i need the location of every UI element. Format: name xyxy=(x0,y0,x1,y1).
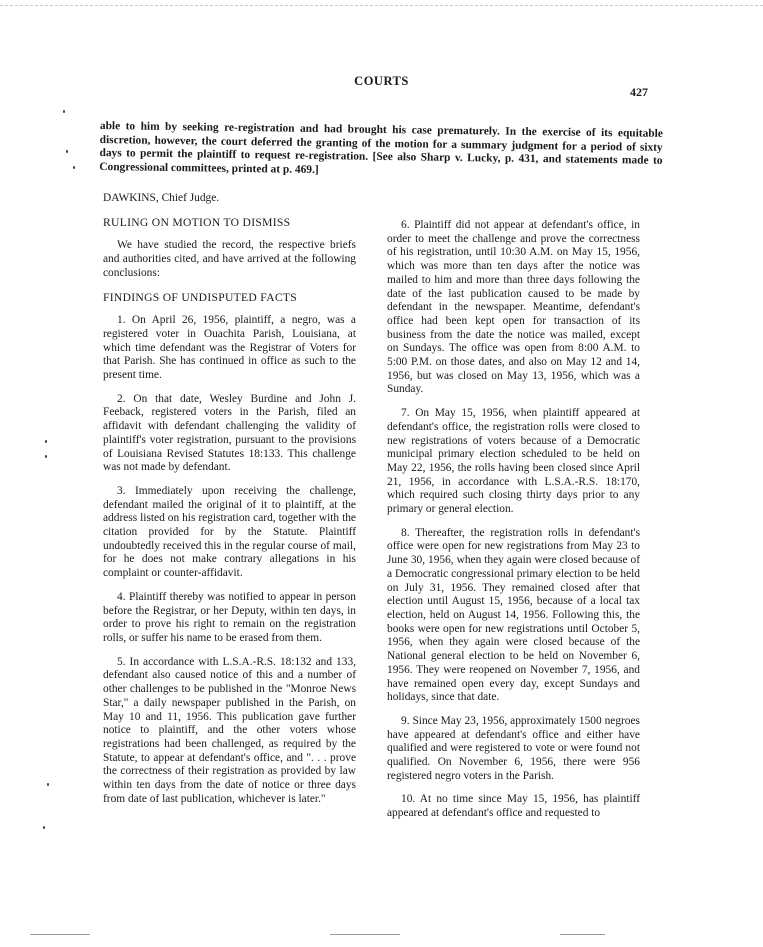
finding-paragraph: 2. On that date, Wesley Burdine and John J. Feeback, registered voters in the Parish, filed an affidavit with defendant challenging the validity of plaintiff's voter registration, pursuant to the provisions of Louisiana Revised Statutes 18:133. This challenge was not made by defendant. xyxy=(103,392,356,474)
finding-paragraph: 10. At no time since May 15, 1956, has plaintiff appeared at defendant's office and requested to xyxy=(387,793,640,820)
finding-paragraph: 5. In accordance with L.S.A.-R.S. 18:132 and 133, defendant also caused notice of this and a number of other challenges to be published in the "Monroe News Star," a daily newspaper published in the Parish, on May 10 and 11, 1956. This publication gave further notice to plaintiff, and the other voters whose registrations had been challenged, as required by the Statute, to appear at defendant's office, and ". . . prove the correctness of their registration as provided by law within ten days from the date of notice or three days from date of last publication, whichever is later." xyxy=(103,655,356,805)
intro-paragraph: We have studied the record, the respective briefs and authorities cited, and have arrived at the following conclusions: xyxy=(103,239,356,279)
finding-paragraph: 7. On May 15, 1956, when plaintiff appeared at defendant's office, the registration rolls were closed to new registrations of voters because of a Democratic municipal primary election scheduled to be held on May 22, 1956, the rolls having been closed since April 21, 1956, in accordance with L.S.A.-R.S. 18:170, which required such closing thirty days prior to any primary or general election. xyxy=(387,407,640,516)
page-top-edge xyxy=(0,5,763,6)
finding-paragraph: 1. On April 26, 1956, plaintiff, a negro, was a registered voter in Ouachita Parish, Louisiana, at which time defendant was the Registrar of Voters for that Parish. She has continued in office as such to the present time. xyxy=(103,314,356,382)
scan-speck xyxy=(45,455,47,458)
page-number: 427 xyxy=(630,85,648,99)
finding-paragraph: 8. Thereafter, the registration rolls in defendant's office were open for new registrations from May 23 to June 30, 1956, when they again were closed because of a Democratic congressional primary election to be held on July 31, 1956. They remained closed after that election until August 15, 1956, because of a local tax election, held on August 14, 1956. Following this, the books were open for new registrations until October 5, 1956, when they again were closed because of the National general election to be held on November 6, 1956. They were reopened on November 7, 1956, and have remained open every day, except Sundays and holidays, since that date. xyxy=(387,526,640,704)
right-column xyxy=(387,219,640,831)
scan-speck xyxy=(66,150,68,153)
finding-paragraph: 9. Since May 23, 1956, approximately 1500 negroes have appeared at defendant's office and either have qualified and were registered to vote or were found not qualified. On November 6, 1956, there were 956 registered negro voters in the Parish. xyxy=(387,714,640,782)
scan-speck xyxy=(43,826,45,829)
headnote-text: able to him by seeking re-registration and had brought his case prematurely. In the exercise of its equitable discretion, however, the court deferred the granting of the motion for a summary judgment for a period of sixty days to permit the plaintiff to request re-registration. [See also Sharp v. Lucky, p. 431, and statements made to Congressional committees, printed at p. 469.] xyxy=(99,120,663,176)
finding-paragraph: 3. Immediately upon receiving the challenge, defendant mailed the original of it to plaintiff, at the address listed on his registration card, together with the citation provided for by the Statute. Plaintiff undoubtedly received this in the regular course of mail, for he does not make contrary allegations in his complaint or counter-affidavit. xyxy=(103,484,356,580)
finding-paragraph: 6. Plaintiff did not appear at defendant's office, in order to meet the challenge and prove the correctness of his registration, until 10:30 A.M. on May 15, 1956, which was more than ten days after the notice was mailed to him and more than three days following the date of the last publication caused to be made by defendant in the newspaper. Meantime, defendant's office had been kept open for transaction of its business from the date the notice was mailed, except on Sundays. The office was open from 8:00 A.M. to 5:00 P.M. on those dates, and also on May 12 and 14, 1956, but was closed on May 13, 1956, which was a Sunday. xyxy=(387,219,640,396)
scan-speck xyxy=(73,166,75,169)
scan-speck xyxy=(47,783,49,786)
finding-paragraph: 4. Plaintiff thereby was notified to appear in person before the Registrar, or her Deputy, within ten days, in order to prove his right to remain on the registration rolls, or suffer his name to be erased from them. xyxy=(103,590,356,644)
headnote xyxy=(99,120,663,182)
findings-heading: FINDINGS OF UNDISPUTED FACTS xyxy=(103,290,298,304)
running-head: COURTS xyxy=(354,74,409,88)
judge-name: DAWKINS, Chief Judge. xyxy=(103,192,220,204)
scan-speck xyxy=(45,440,47,443)
page-bottom-edge xyxy=(0,934,763,940)
scan-speck xyxy=(63,110,65,113)
ruling-heading: RULING ON MOTION TO DISMISS xyxy=(103,215,291,229)
left-column xyxy=(103,192,356,816)
